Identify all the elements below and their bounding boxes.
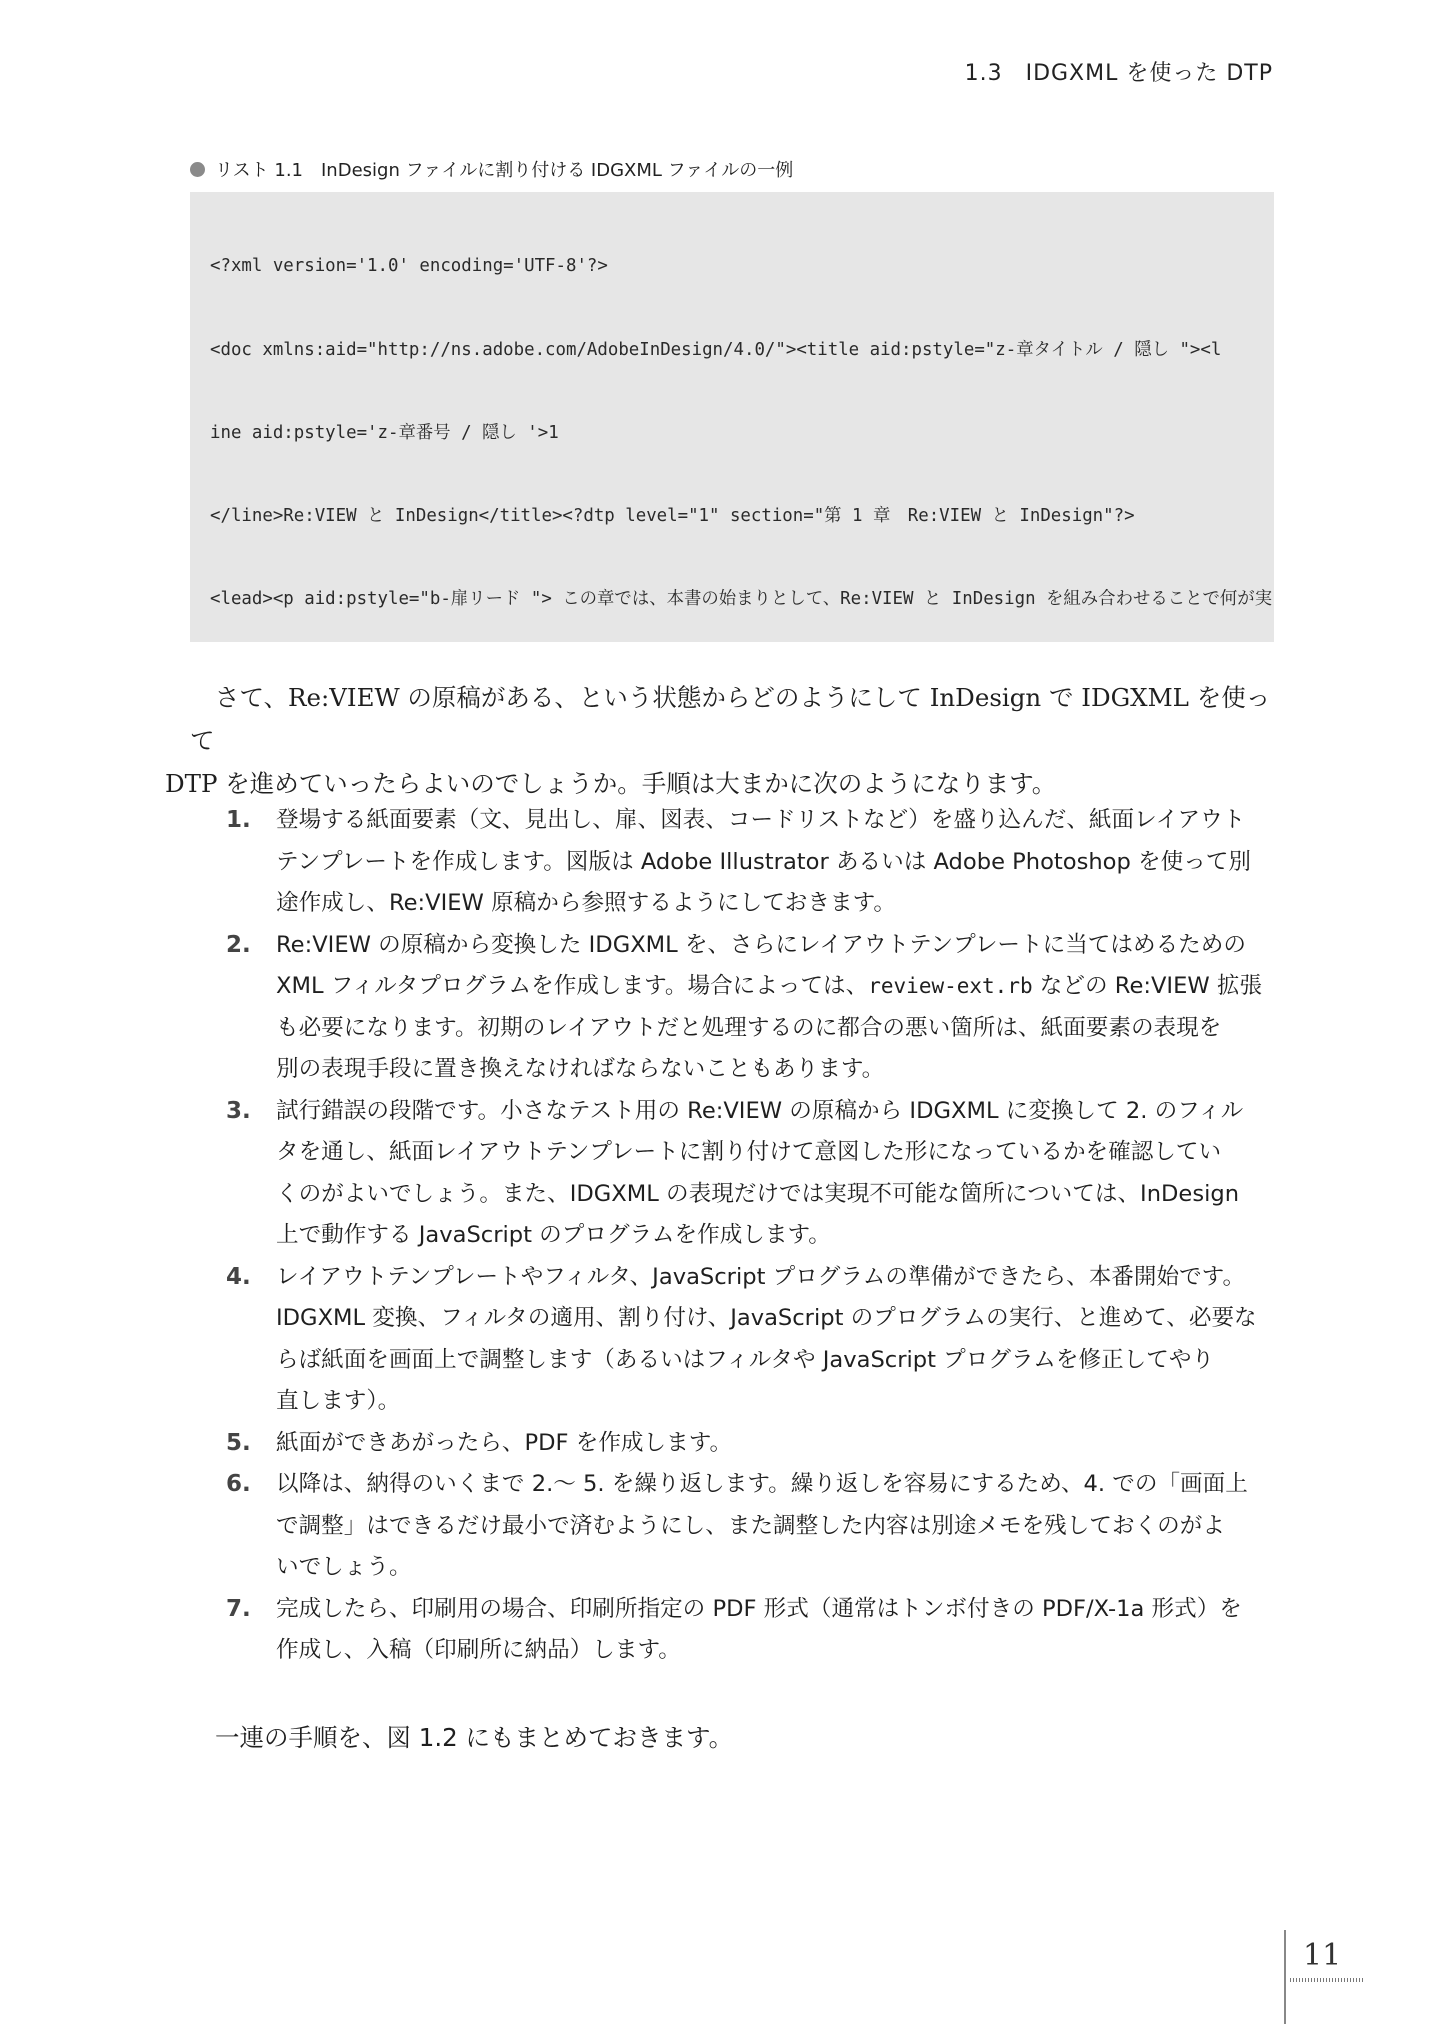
step-line: IDGXML 変換、フィルタの適用、割り付け、JavaScript のプログラムの実行、と進めて、必要な	[276, 1305, 1257, 1331]
step-number: 4.	[226, 1263, 251, 1290]
folio-rule	[1284, 1930, 1286, 2024]
step-line: 試行錯誤の段階です。小さなテスト用の Re:VIEW の原稿から IDGXML に変換して 2. のフィル	[276, 1097, 1244, 1124]
step-line	[276, 966, 1275, 1008]
code-line: <doc xmlns:aid="http://ns.adobe.com/AdobeInDesign/4.0/"><title aid:pstyle="z-章タイトル / 隠し "><l	[210, 339, 1222, 360]
list-item	[190, 1091, 1275, 1257]
list-item	[190, 1464, 1275, 1589]
step-text	[276, 1464, 1275, 1589]
step-number: 7.	[226, 1595, 251, 1622]
code-line: ine aid:pstyle='z-章番号 / 隠し '>1	[210, 422, 559, 443]
step-text	[276, 1423, 1275, 1465]
step-number: 6.	[226, 1471, 251, 1497]
step-line: いでしょう。	[276, 1554, 412, 1580]
step-line: テンプレートを作成します。図版は Adobe Illustrator あるいは Adobe Photoshop を使って別	[276, 848, 1252, 875]
step-line: らば紙面を画面上で調整します（あるいはフィルタや JavaScript プログラムを修正してやり	[276, 1346, 1215, 1373]
inline-code: review-ext.rb	[868, 974, 1033, 998]
code-line: <?xml version='1.0' encoding='UTF-8'?>	[210, 256, 608, 277]
step-text	[276, 800, 1275, 925]
folio-dots	[1290, 1978, 1364, 1982]
step-text	[276, 1589, 1275, 1672]
step-line: で調整」はできるだけ最小で済むようにし、また調整した内容は別途メモを残しておくのがよ	[276, 1512, 1225, 1539]
list-item	[190, 800, 1275, 925]
caption-bullet-icon	[190, 162, 205, 177]
step-number: 3.	[226, 1097, 251, 1124]
page-number: 11	[1303, 1938, 1342, 1973]
step-line: Re:VIEW の原稿から変換した IDGXML を、さらにレイアウトテンプレートに当てはめるための	[276, 931, 1246, 958]
running-head: 1.3 IDGXML を使った DTP	[964, 61, 1273, 86]
step-number: 2.	[226, 931, 251, 958]
closing-text: にもまとめておきます。	[457, 1723, 734, 1752]
step-line-text: などの Re:VIEW 拡張	[1032, 973, 1263, 999]
step-number: 1.	[226, 807, 251, 833]
intro-paragraph	[165, 676, 1275, 805]
step-line: くのがよいでしょう。また、IDGXML の表現だけでは実現不可能な箇所については、InDesign	[276, 1180, 1240, 1207]
list-item	[190, 1423, 1275, 1465]
step-line: 別の表現手段に置き換えなければならないこともあります。	[276, 1056, 885, 1082]
listing-caption	[190, 156, 793, 182]
step-line: レイアウトテンプレートやフィルタ、JavaScript プログラムの準備ができたら、本番開始です。	[276, 1263, 1246, 1290]
step-number: 5.	[226, 1429, 251, 1456]
code-line: <lead><p aid:pstyle="b-扉リード "> この章では、本書の始まりとして、Re:VIEW と InDesign を組み合わせることで何が実	[210, 588, 1273, 609]
closing-paragraph	[215, 1716, 1275, 1759]
list-item	[190, 1257, 1275, 1423]
listing-caption-text: リスト 1.1 InDesign ファイルに割り付ける IDGXML ファイルの一例	[215, 160, 794, 181]
step-line: 作成し、入稿（印刷所に納品）します。	[276, 1637, 681, 1663]
intro-line: DTP を進めていったらよいのでしょうか。手順は大まかに次のようになります。	[165, 769, 1057, 798]
step-line: 以降は、納得のいくまで 2.～ 5. を繰り返します。繰り返しを容易にするため、4. での「画面上	[276, 1471, 1248, 1497]
step-line: 登場する紙面要素（文、見出し、扉、図表、コードリストなど）を盛り込んだ、紙面レイアウト	[276, 807, 1246, 833]
step-line: 上で動作する JavaScript のプログラムを作成します。	[276, 1222, 831, 1248]
list-item	[190, 925, 1275, 1091]
list-item	[190, 1589, 1275, 1672]
step-line: 途作成し、Re:VIEW 原稿から参照するようにしておきます。	[276, 890, 896, 916]
step-line: 紙面ができあがったら、PDF を作成します。	[276, 1429, 733, 1456]
step-text	[276, 925, 1275, 1091]
procedure-list	[190, 800, 1275, 1672]
figure-reference: 図 1.2	[386, 1723, 458, 1752]
intro-line: さて、Re:VIEW の原稿がある、という状態からどのようにして InDesign で IDGXML を使って	[190, 683, 1271, 755]
step-line-text: XML フィルタプログラムを作成します。場合によっては、	[276, 973, 869, 999]
step-line: も必要になります。初期のレイアウトだと処理するのに都合の悪い箇所は、紙面要素の表現を	[276, 1014, 1222, 1041]
step-line: タを通し、紙面レイアウトテンプレートに割り付けて意図した形になっているかを確認してい	[276, 1139, 1222, 1165]
closing-text: 一連の手順を、	[215, 1723, 387, 1752]
step-line: 完成したら、印刷用の場合、印刷所指定の PDF 形式（通常はトンボ付きの PDF/X-1a 形式）を	[276, 1595, 1242, 1622]
step-line: 直します）。	[276, 1388, 401, 1414]
code-listing	[190, 192, 1274, 642]
code-line: </line>Re:VIEW と InDesign</title><?dtp level="1" section="第 1 章 Re:VIEW と InDesign"?>	[210, 505, 1135, 526]
step-text	[276, 1257, 1275, 1423]
step-text	[276, 1091, 1275, 1257]
